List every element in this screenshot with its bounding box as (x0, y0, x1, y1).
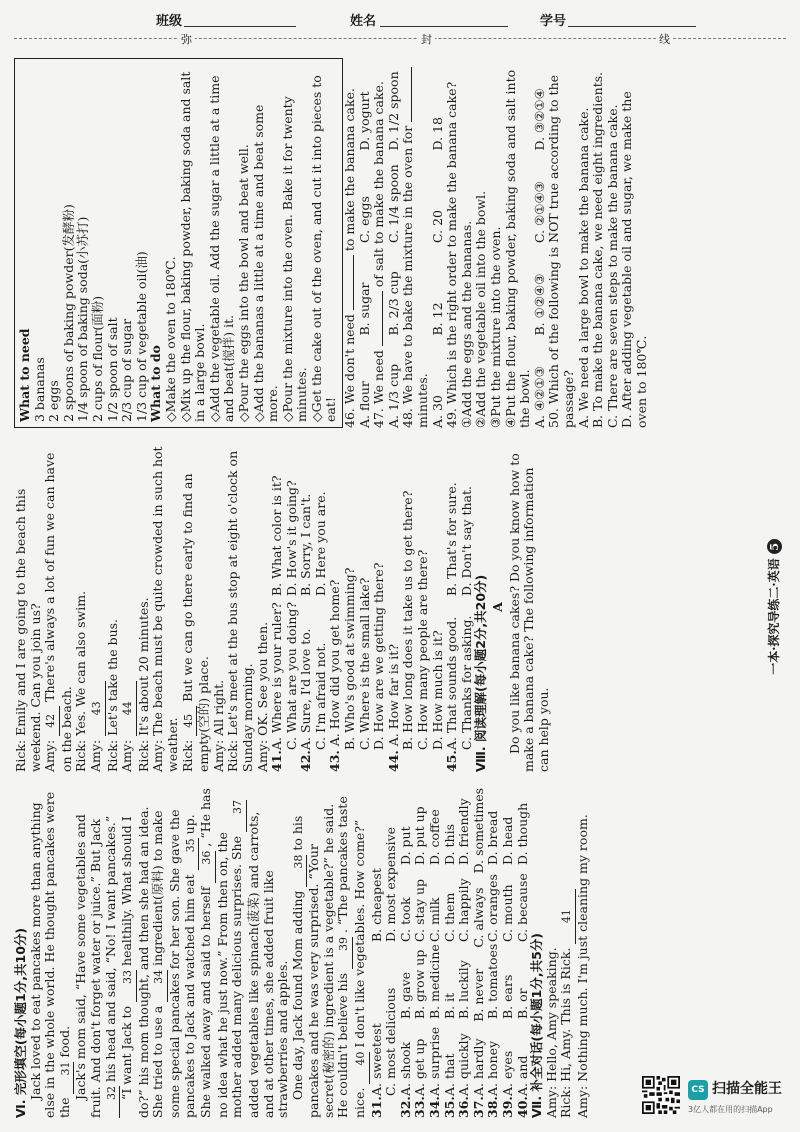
recipe-box (14, 58, 343, 428)
exam-page-rotated (14, 46, 786, 1132)
order-step: ①Add the eggs and the bananas. (458, 220, 474, 428)
option-b[interactable]: B. That's for sure. (444, 482, 460, 596)
step: ◇Get the cake out of the oven, and cut it into pieces to eat! (308, 75, 339, 422)
question-44 (387, 442, 445, 772)
seal-char-1: 弥 (178, 31, 195, 47)
option-c[interactable]: C. mouth (500, 884, 515, 942)
text: Amy: (87, 739, 103, 772)
option-b[interactable]: B. or (514, 988, 530, 1019)
blank-43: 43 (90, 681, 106, 736)
student-info-header (0, 0, 800, 46)
step: ◇Add the bananas a little at a time and beat some more. (250, 104, 281, 422)
option-d[interactable]: D. 1/2 spoon (385, 71, 401, 151)
blank-31: 31 (59, 1062, 75, 1094)
option-d[interactable]: D. this (441, 823, 457, 865)
name-label: 姓名 (350, 14, 377, 29)
option-b[interactable]: B. ①②④③ (531, 273, 547, 336)
option-c[interactable]: C. Where is the small lake? (356, 577, 372, 750)
text: healthily. What should I do?” his mom thought, and then she had an idea. She tried to use a (119, 806, 166, 1118)
option-c[interactable]: C. 20 (429, 210, 445, 243)
option-c[interactable]: C. I'm afraid not. (312, 642, 328, 750)
order-step: ③Put the mixture into the oven. (488, 226, 503, 428)
page-number: 5 (767, 539, 782, 554)
option-b[interactable]: B. tomatoes (485, 943, 501, 1019)
dialog-line: Amy: All right. (210, 679, 226, 772)
answer-blank[interactable] (411, 67, 412, 122)
option-d[interactable]: D. How are we getting there? (371, 562, 387, 750)
question-35 (443, 788, 458, 1118)
text: 48. We have to bake the mixture in the oven for (400, 125, 416, 428)
option-a[interactable]: A. How did you get home? (327, 579, 343, 747)
ingredient: 3 bananas (31, 357, 47, 422)
column-cloze (14, 788, 786, 1118)
id-line (568, 26, 696, 27)
page-footer (767, 442, 782, 772)
watermark-title: 扫描全能王 (712, 1081, 782, 1097)
option-a[interactable]: A. shook (397, 1041, 413, 1096)
question-number: 41. (269, 750, 285, 772)
cloze-paragraph-1 (29, 788, 75, 1118)
question-47 (372, 58, 401, 428)
option-d[interactable]: D. sometimes (470, 787, 486, 874)
question-number: 44. (385, 750, 401, 772)
ingredient: 2/3 cup of sugar (119, 318, 135, 422)
option-a[interactable]: A. 30 (429, 395, 445, 428)
text: Jack's mom said, “Have some vegetables and fruit. And don't forget water or juice.” But Jack (73, 814, 103, 1118)
question-48 (401, 58, 445, 428)
question-stem (372, 58, 387, 428)
blank-32: 32 (105, 1086, 121, 1118)
option-d[interactable]: D. head (500, 816, 515, 865)
ingredient: 2 spoons of baking powder(发酵粉) (60, 204, 76, 422)
question-number: 33. (412, 1096, 428, 1118)
ingredient: 1/4 spoon of baking soda(小苏打) (75, 216, 91, 422)
question-46 (343, 58, 372, 428)
text: , “He has no idea what he just now.” From then on, the mother added many delicious surprises. She (198, 788, 245, 1118)
option-d[interactable]: D. bread (485, 810, 501, 865)
dialog-line: Rick: It's about 20 minutes. (135, 597, 151, 772)
option-b[interactable]: B. grow up (412, 949, 428, 1019)
option-b[interactable]: B. How long does it take us to get there? (400, 490, 416, 750)
spacer (384, 1096, 399, 1118)
option-c[interactable]: C. How many people are there? (415, 549, 431, 750)
step: ◇Pour the mixture into the oven. Bake it for twenty minutes. (279, 96, 310, 422)
column-reading (14, 58, 786, 428)
question-stem (401, 58, 430, 428)
option-c[interactable]: C. 1/4 spoon (385, 164, 401, 243)
question-42 (299, 442, 328, 772)
blank-34: 34 (152, 970, 168, 1002)
option-b[interactable]: B. it (441, 992, 457, 1019)
option-d[interactable]: D. most expensive (383, 826, 399, 942)
step: ◇Make the oven to 180℃. (162, 256, 178, 422)
question-38 (486, 788, 501, 1118)
option-c[interactable]: C. Thanks for asking. (458, 615, 474, 750)
reading-intro: Do you like banana cakes? Do you know how to make a banana cake? The following information can help you. (506, 453, 551, 772)
option-c[interactable]: C. most delicious (383, 987, 399, 1096)
blank-36: 36 (200, 851, 216, 883)
class-line (184, 26, 296, 27)
option-d[interactable]: D. put (397, 826, 413, 865)
seal-char-2: 封 (418, 31, 435, 47)
need-title: What to need (17, 328, 32, 422)
step: ◇Pour the eggs into the bowl and beat well. (235, 144, 251, 422)
cloze-paragraph-3 (120, 788, 291, 1118)
seal-char-3: 线 (656, 31, 673, 47)
option-a[interactable]: A. That sounds good. (444, 616, 460, 750)
step: ◇Mix up the flour, baking powder, baking soda and salt in a large bowl. (177, 71, 208, 422)
option-a[interactable]: A. quickly (456, 1033, 472, 1096)
dialog-line: Amy: OK. See you then. (254, 621, 270, 772)
question-number: 35. (441, 1096, 457, 1118)
question-number: 38. (485, 1096, 501, 1118)
question-number: 45. (444, 750, 460, 772)
option-b[interactable]: B. Sorry, I can't. (298, 493, 314, 596)
option-a[interactable]: A. 1/3 cup (385, 363, 401, 428)
option-b[interactable]: B. sugar (356, 282, 372, 336)
question-49 (445, 58, 547, 428)
question-stem: 49. Which is the right order to make the banana cake? (444, 81, 460, 428)
blank-35: 35 (184, 838, 200, 870)
option-a[interactable]: A. honey (485, 1040, 501, 1096)
passage-label: A (490, 602, 505, 612)
blank-40: 40 (354, 1052, 370, 1084)
option-d[interactable]: D. yogurt (356, 91, 372, 151)
question-stem (343, 58, 358, 428)
option-b[interactable]: B. 12 (429, 302, 445, 336)
text: food. (56, 1025, 72, 1058)
text: his head and said, “No! I want pancakes.” (102, 815, 118, 1083)
text: of salt to make the banana cake. (371, 81, 387, 288)
question-43 (328, 442, 386, 772)
option-a[interactable]: A. surprise (427, 1026, 443, 1096)
option-row (387, 442, 402, 772)
dialog-line (43, 442, 74, 772)
question-number: 32. (397, 1096, 413, 1118)
blank-41: 41 (560, 889, 576, 944)
text: to his pancakes and he was very surprised. “Your secret(秘密的) ingredient is a vegetable?” he said. He couldn't believe his (289, 803, 351, 1118)
text: 46. We don't need (342, 314, 358, 428)
option-a[interactable]: A. get up (412, 1038, 428, 1096)
option-a[interactable]: A. Where is your ruler? (269, 602, 285, 750)
option-d[interactable]: D. How's it going? (283, 480, 299, 596)
question-41 (270, 442, 299, 772)
option-b[interactable]: B. ears (500, 974, 515, 1019)
dialog-line (181, 442, 212, 772)
question-40 (516, 788, 531, 1118)
option-row (328, 442, 343, 772)
dialog-line (559, 788, 576, 1118)
text: 47. We need (371, 350, 387, 428)
option-d[interactable]: D. friendly (456, 798, 472, 865)
dialog-line: Amy: Hello, Amy speaking. (543, 947, 559, 1118)
option-d[interactable]: D. Don't say that. (458, 486, 474, 596)
text: But we can go there early to find an empty(空的) place. (179, 473, 212, 772)
dialog-line: Amy: Nothing much. I'm just cleaning my room. (574, 814, 590, 1118)
dialog-title: Ⅶ. 补全对话(每小题1分,共5分) (529, 933, 545, 1118)
dialog-line: Rick: Yes. We can also swim. (73, 590, 89, 772)
qr-code-icon (642, 1076, 680, 1114)
text: Rick: Hi, Amy. This is Rick. (558, 947, 574, 1118)
option-a[interactable]: A. flour (356, 381, 372, 428)
text: Amy: (42, 739, 58, 772)
question-stem: 50. Which of the following is NOT true according to the passage? (546, 74, 576, 428)
dialog-line (89, 442, 106, 772)
option-a[interactable]: A. and (514, 1055, 530, 1096)
dialog-line: Rick: Let's take the bus. (104, 618, 120, 772)
option-c[interactable]: C. milk (427, 897, 443, 942)
option-d[interactable]: D. coffee (427, 809, 443, 865)
option-c[interactable]: C. because (514, 873, 530, 942)
answer-blank[interactable] (382, 291, 383, 346)
question-33 (413, 788, 428, 1118)
text: There's always a lot of fun we can have on the beach. (42, 452, 74, 772)
option-a[interactable]: A. eyes (500, 1050, 515, 1096)
id-label: 学号 (540, 14, 567, 29)
text: ingredient(原料) to make some special pancakes for her son. She gave the pancakes to Jack and watched him eat (150, 809, 197, 1118)
question-number: 42. (298, 750, 314, 772)
question-31 (370, 788, 399, 1118)
option-c[interactable]: C. What are you doing? (283, 601, 299, 750)
do-title: What to do (148, 345, 164, 422)
option-b[interactable]: B. 2/3 cup (385, 271, 401, 336)
question-number: 43. (327, 750, 343, 772)
option-c[interactable]: C. them (441, 892, 457, 942)
question-number: 39. (500, 1096, 515, 1118)
text: up. She walked away and said to herself (181, 814, 214, 1118)
text: I don't like vegetables. How come?” (352, 819, 368, 1048)
reading-title: Ⅷ. 阅读理解(每小题2分,共20分) (473, 574, 489, 772)
option-c[interactable]: C. oranges (485, 874, 501, 942)
option-b[interactable]: B. never (470, 968, 486, 1022)
option-a[interactable]: A. Sure, I'd love to. (298, 628, 314, 750)
option-a[interactable]: A. that (441, 1053, 457, 1096)
option-a[interactable]: A. How far is it? (385, 644, 401, 747)
question-50 (547, 58, 649, 428)
name-line (380, 26, 508, 27)
question-32 (399, 788, 414, 1118)
spacer (460, 750, 475, 772)
watermark-subtitle: 3亿人都在用的扫描App (688, 1105, 773, 1114)
text: Rick: (179, 739, 195, 772)
cloze-paragraph-4 (291, 788, 370, 1118)
text: Jack loved to eat pancakes more than anything else in the whole world. He thought pancakes were the (27, 791, 72, 1118)
option-d[interactable]: D. though (514, 802, 530, 865)
question-36 (457, 788, 472, 1118)
cloze-title: Ⅵ. 完形填空(每小题1分,共10分) (13, 927, 28, 1118)
option-c[interactable]: C. There are seven steps to make the banana cake. (604, 104, 620, 428)
blank-33: 33 (121, 970, 137, 1002)
ingredient: 2 cups of flour(面粉) (89, 295, 105, 422)
option-b[interactable]: B. cheapest (368, 868, 384, 942)
order-step: ②Add the vegetable oil into the bowl. (473, 190, 489, 428)
option-d[interactable]: D. Here you are. (312, 491, 328, 596)
option-d[interactable]: D. ③②①④ (531, 88, 547, 151)
question-number: 34. (427, 1096, 443, 1118)
option-b[interactable]: B. What color is it? (269, 475, 285, 596)
question-number: 31. (368, 1096, 384, 1118)
column-dialog (14, 442, 786, 772)
option-a[interactable]: A. sweetest (368, 1023, 384, 1096)
answer-blank[interactable] (353, 255, 354, 310)
text: “I want Jack to (119, 1005, 135, 1100)
text: . “The pancakes taste nice. (335, 796, 368, 1118)
text: minutes. (415, 373, 431, 428)
blank-45: 45 (182, 706, 198, 736)
question-39 (501, 788, 516, 1118)
option-d[interactable]: D. put up (412, 806, 428, 865)
blank-42: 42 (44, 706, 60, 736)
option-b[interactable]: B. Who's good at swimming? (342, 567, 358, 750)
option-c[interactable]: C. stay up (412, 878, 428, 942)
camscanner-logo-icon: CS (688, 1080, 708, 1100)
dialog-line: Amy: The beach must be quite crowded in such hot weather. (150, 446, 180, 772)
option-b[interactable]: B. medicine (427, 944, 443, 1019)
option-d[interactable]: D. 18 (429, 117, 445, 151)
option-a[interactable]: A. ④②①③ (531, 366, 547, 428)
option-a[interactable]: A. hardly (470, 1038, 486, 1096)
spacer (314, 750, 329, 772)
option-c[interactable]: C. always (470, 887, 486, 948)
text: to make the banana cake. (342, 88, 358, 252)
question-number: 40. (514, 1096, 530, 1118)
blank-38: 38 (292, 855, 308, 887)
step: ◇Add the vegetable oil. Add the sugar a little at a time and beat(搅拌) it. (206, 75, 237, 422)
dialog-line (120, 442, 137, 772)
question-34 (428, 788, 443, 1118)
dialog-line: Rick: Let's meet at the bus stop at eight o'clock on Sunday morning. (225, 450, 255, 772)
question-number: 36. (456, 1096, 472, 1118)
option-c[interactable]: C. happily (456, 878, 472, 942)
dialog-line: Rick: Emily and I are going to the beach this weekend. Can you join us? (13, 488, 43, 772)
option-c[interactable]: C. eggs (356, 196, 372, 243)
ingredient: 2 eggs (46, 380, 62, 422)
question-number: 37. (470, 1096, 486, 1118)
blank-37: 37 (231, 800, 247, 832)
text: One day, Jack found Mom adding (289, 890, 305, 1100)
text: Amy: (119, 739, 135, 772)
blank-39: 39 (337, 937, 353, 969)
cloze-paragraph-2 (74, 788, 120, 1118)
option-b[interactable]: B. gave (397, 971, 413, 1019)
option-c[interactable]: C. ②①④③ (531, 181, 547, 243)
option-c[interactable]: C. took (397, 897, 413, 942)
question-45 (445, 442, 474, 772)
option-b[interactable]: B. To make the banana cake, we need eight ingredients. (590, 71, 606, 428)
ingredient: 1/3 cup of vegetable oil(油) (133, 251, 149, 422)
class-label: 班级 (156, 14, 183, 29)
text: added vegetables like spinach(菠菜) and carrots, and at other times, she added fruit like strawberries and apples. (245, 811, 291, 1118)
spacer (285, 750, 300, 772)
scanner-watermark (642, 1074, 792, 1122)
order-step: ④Put the flour, baking powder, baking soda and salt into the bowl. (502, 69, 533, 428)
option-b[interactable]: B. luckily (456, 960, 472, 1019)
footer-text: 一本·探究导练二·英语 (767, 558, 781, 675)
option-d[interactable]: D. How much is it? (429, 630, 445, 750)
option-a[interactable]: A. We need a large bowl to make the banana cake. (575, 107, 591, 428)
blank-44: 44 (121, 681, 137, 736)
ingredient: 1/2 spoon of salt (104, 317, 120, 422)
option-d[interactable]: D. After adding vegetable oil and sugar, we make the oven to 180℃. (619, 91, 649, 428)
question-37 (472, 788, 487, 1118)
